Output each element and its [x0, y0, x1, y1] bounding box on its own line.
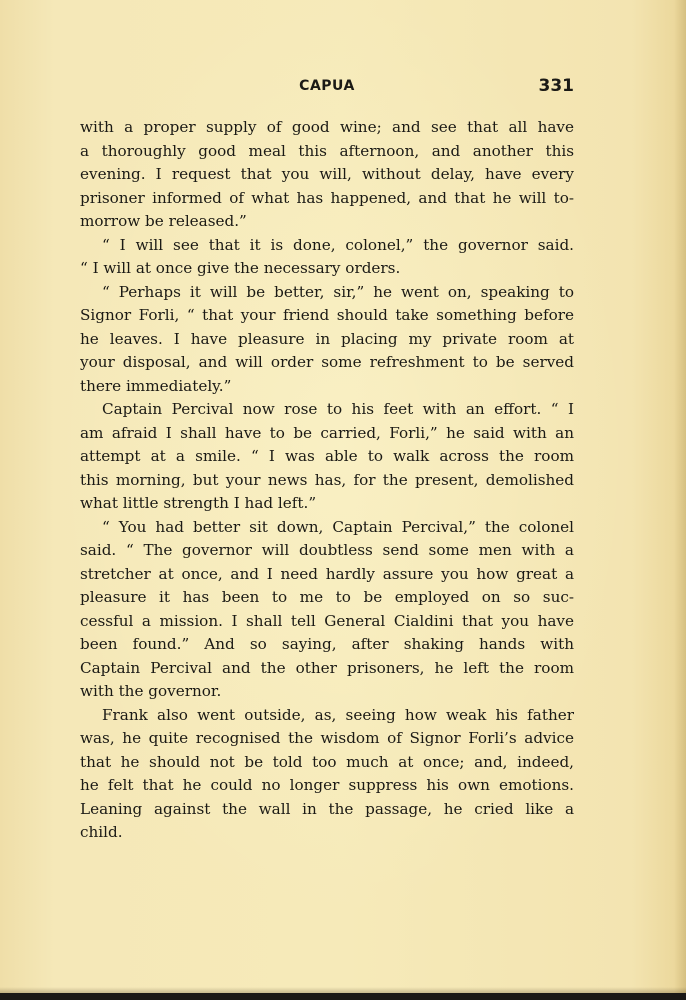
text-line: pleasure it has been to me to be employed on so suc- — [80, 588, 574, 606]
text-line: “ I will at once give the necessary orders. — [80, 259, 401, 277]
text-line: what little strength I had left.” — [80, 494, 317, 512]
text-line: he leaves. I have pleasure in placing my private room at — [80, 329, 574, 348]
text-line: with the governor. — [80, 682, 222, 700]
bottom-border — [0, 993, 686, 1000]
text-line: evening. I request that you will, without delay, have every — [80, 165, 574, 183]
text-line: “ I will see that it is done, colonel,” the governor said. — [102, 235, 574, 254]
body-text — [80, 116, 574, 845]
text-line: morrow be released.” — [80, 212, 247, 230]
text-line: Leaning against the wall in the passage, he cried like a — [80, 799, 574, 818]
running-head: CAPUA — [299, 78, 355, 94]
text-line: prisoner informed of what has happened, and that he will to- — [80, 188, 574, 207]
text-line: Frank also went outside, as, seeing how weak his father — [102, 705, 574, 724]
text-line: child. — [80, 823, 123, 841]
text-line: “ Perhaps it will be better, sir,” he went on, speaking to — [102, 282, 574, 301]
text-line: with a proper supply of good wine; and see that all have — [80, 118, 574, 136]
page-edge-shadow — [674, 0, 686, 1000]
text-line: “ You had better sit down, Captain Percival,” the colonel — [102, 517, 574, 536]
text-line: he felt that he could no longer suppress his own emotions. — [80, 776, 574, 794]
text-line: said. “ The governor will doubtless send some men with a — [80, 541, 574, 559]
text-line: your disposal, and will order some refreshment to be served — [80, 353, 574, 371]
text-line: this morning, but your news has, for the present, demolished — [80, 470, 574, 489]
text-line: a thoroughly good meal this afternoon, and another this — [80, 141, 574, 160]
page-header — [80, 76, 574, 98]
text-line: there immediately.” — [80, 376, 232, 395]
text-line: Captain Percival and the other prisoners, he left the room — [80, 658, 574, 677]
page-number: 331 — [538, 76, 574, 96]
text-line: cessful a mission. I shall tell General Cialdini that you have — [80, 611, 574, 630]
text-line: that he should not be told too much at once; and, indeed, — [80, 752, 574, 771]
text-line: been found.” And so saying, after shaking hands with — [80, 635, 574, 653]
text-line: stretcher at once, and I need hardly assure you how great a — [80, 564, 574, 583]
text-line: am afraid I shall have to be carried, Forli,” he said with an — [80, 423, 574, 442]
text-line: Signor Forli, “ that your friend should take something before — [80, 306, 574, 324]
text-line: attempt at a smile. “ I was able to walk across the room — [80, 447, 574, 465]
text-line: was, he quite recognised the wisdom of Signor Forli’s advice — [80, 729, 574, 747]
text-line: Captain Percival now rose to his feet with an effort. “ I — [102, 400, 574, 418]
